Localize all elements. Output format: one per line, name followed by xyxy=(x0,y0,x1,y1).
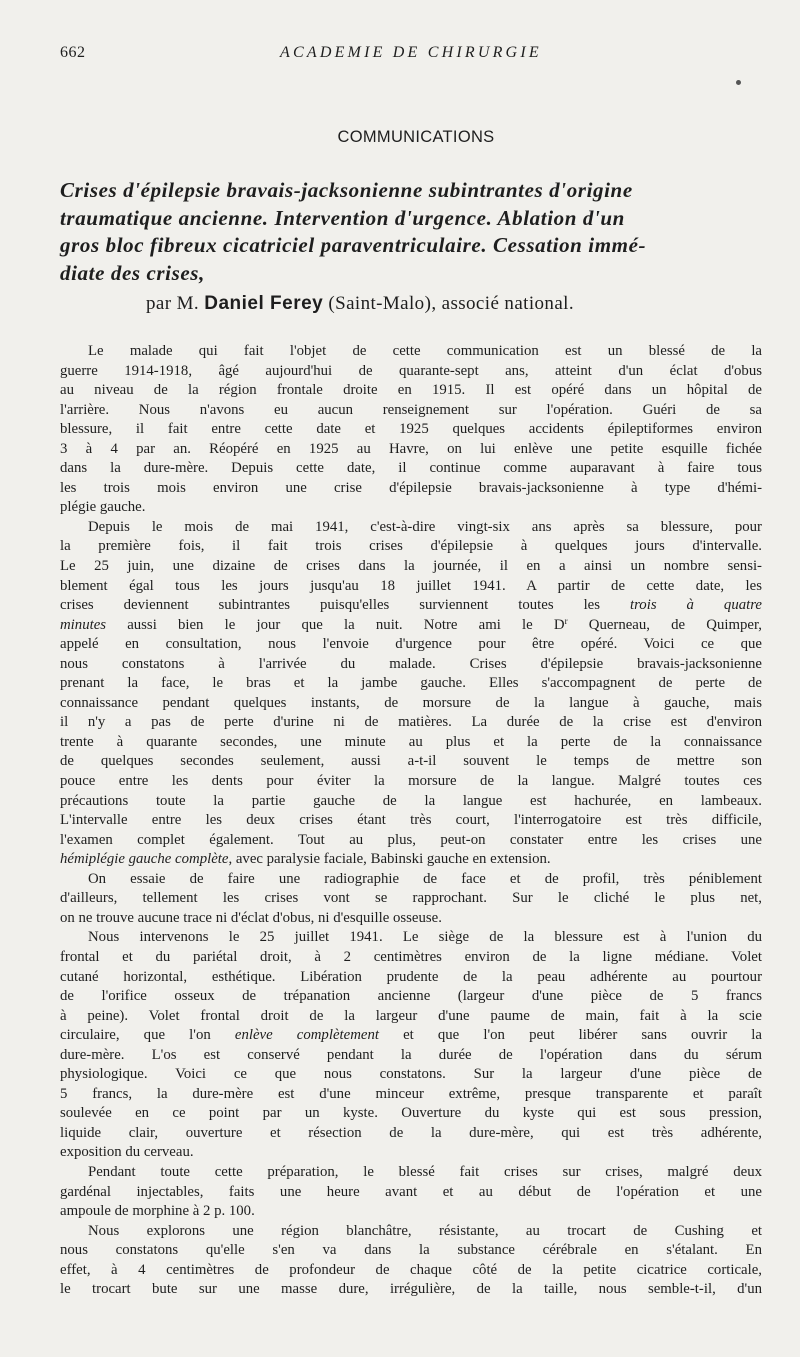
page-number: 662 xyxy=(60,44,86,61)
text-line: On essaie de faire une radiographie de face et de profil, très péniblement xyxy=(88,870,762,887)
text-line: nous constatons qu'elle s'en va dans la substance cérébrale en s'étalant. En xyxy=(60,1242,762,1259)
text-line: effet, à 4 centimètres de profondeur de chaque côté de la petite cicatrice corticale, xyxy=(60,1261,762,1278)
text-line: Nous intervenons le 25 juillet 1941. Le siège de la blessure est à l'union du xyxy=(88,929,762,946)
text-line: il n'y a pas de perte d'urine ni de matières. La durée de la crise est d'environ xyxy=(60,714,762,731)
text-line: liquide clair, ouverture et résection de la dure-mère, qui est très adhérente, xyxy=(60,1124,762,1141)
text-line: appelé en consultation, nous l'envoie d'urgence pour être opéré. Voici ce que xyxy=(60,636,762,653)
text-run: aussi bien le jour que la nuit. Notre ami le D xyxy=(106,616,565,633)
text-line: à peine). Volet frontal droit de la largeur d'une paume de main, fait à la scie xyxy=(60,1007,762,1024)
text-line: nous constatons à l'arrivée du malade. Crises d'épilepsie bravais-jacksonienne xyxy=(60,655,762,672)
text-line: précautions toute la partie gauche de la langue est hachurée, en lambeaux. xyxy=(60,792,762,809)
text-line: Le malade qui fait l'objet de cette communication est un blessé de la xyxy=(88,343,762,359)
text-line: Nous explorons une région blanchâtre, résistante, au trocart de Cushing et xyxy=(88,1222,762,1239)
text-run: Querneau, de Quimper, xyxy=(567,616,762,633)
text-line: l'arrière. Nous n'avons eu aucun renseignement sur l'opération. Guéri de sa xyxy=(60,401,762,418)
text-line: au niveau de la région frontale droite en 1915. Il est opéré dans un hôpital de xyxy=(60,382,762,399)
text-line xyxy=(60,616,762,636)
text-line: connaissance pendant quelques instants, de morsure de la langue à gauche, mais xyxy=(60,694,762,711)
emphasis-text: minutes xyxy=(60,616,107,633)
text-line: 3 à 4 par an. Réopéré en 1925 au Havre, on lui enlève une petite esquille fichée xyxy=(60,440,762,457)
text-line: plégie gauche. xyxy=(60,499,146,516)
print-speck xyxy=(736,80,741,85)
text-line: prenant la face, le bras et la jambe gauche. Elles s'accompagnent de perte de xyxy=(60,675,762,692)
text-run: circulaire, que l'on xyxy=(60,1027,235,1044)
superscript: r xyxy=(564,615,568,626)
text-line: dure-mère. L'os est conservé pendant la durée de l'opération dans du sérum xyxy=(60,1046,762,1063)
running-head xyxy=(60,44,772,68)
text-line xyxy=(60,596,762,616)
text-line xyxy=(60,1026,762,1046)
text-line: L'intervalle entre les deux crises étant très court, l'interrogatoire est très difficile, xyxy=(60,812,762,829)
text-line: le trocart bute sur une masse dure, irrégulière, de la taille, nous semble-t-il, d'un xyxy=(60,1281,762,1298)
text-line: physiologique. Voici ce que nous constatons. Sur la largeur d'une pièce de xyxy=(60,1066,762,1083)
text-line: gardénal injectables, faits une heure avant et au début de l'opération et une xyxy=(60,1183,762,1200)
title-line: traumatique ancienne. Intervention d'urgence. Ablation d'un xyxy=(60,205,625,230)
text-line: trente à quarante secondes, une minute au plus et la perte de la connaissance xyxy=(60,733,762,750)
article-body xyxy=(60,342,762,1300)
byline-affiliation: (Saint-Malo), associé national. xyxy=(323,293,574,314)
text-line: pouce entre les dents pour éviter la morsure de la langue. Malgré toutes ces xyxy=(60,773,762,790)
text-line: blement égal tous les jours jusqu'au 18 juillet 1941. A partir de cette date, les xyxy=(60,577,762,594)
emphasis-text: trois à quatre xyxy=(629,597,762,614)
section-heading: COMMUNICATIONS xyxy=(337,128,495,146)
author-name: Daniel Ferey xyxy=(204,293,324,314)
text-run: et que l'on peut libérer sans ouvrir la xyxy=(378,1027,762,1044)
emphasis-text: enlève complètement xyxy=(234,1027,379,1044)
text-line: cutané horizontal, esthétique. Libération prudente de la peau adhérente au pourtour xyxy=(60,968,762,985)
text-line: 5 francs, la dure-mère est d'une minceur extrême, presque transparente et paraît xyxy=(60,1085,762,1102)
text-line: Depuis le mois de mai 1941, c'est-à-dire vingt-six ans après sa blessure, pour xyxy=(88,518,762,535)
text-line: soulevée en ce point par un kyste. Ouverture du kyste qui est sous pression, xyxy=(60,1105,762,1122)
text-run: , avec paralysie faciale, Babinski gauche en extension. xyxy=(228,851,551,868)
text-line xyxy=(60,850,762,870)
text-line: frontal et du pariétal droit, à 2 centimètres environ de la ligne médiane. Volet xyxy=(60,948,762,965)
text-line: Pendant toute cette préparation, le blessé fait crises sur crises, malgré deux xyxy=(88,1163,762,1180)
text-line: la première fois, il fait trois crises d'épilepsie à quelques jours d'intervalle. xyxy=(60,538,762,555)
article-title xyxy=(60,177,772,287)
text-line: les trois mois environ une crise d'épilepsie bravais-jacksonienne à type d'hémi- xyxy=(60,479,762,496)
title-line: gros bloc fibreux cicatriciel paraventriculaire. Cessation immé- xyxy=(60,233,647,257)
text-line: de l'orifice osseux de trépanation ancienne (largeur d'une pièce de 5 francs xyxy=(60,988,762,1005)
title-line: diate des crises, xyxy=(60,260,205,285)
text-line: l'examen complet également. Tout au plus, peut-on constater entre les crises une xyxy=(60,831,762,848)
text-run: crises deviennent subintrantes puisqu'elles surviennent toutes les xyxy=(60,597,630,614)
byline xyxy=(146,293,574,315)
text-line: de quelques secondes seulement, aussi a-t-il souvent le temps de mettre son xyxy=(60,753,762,770)
text-line: dans la dure-mère. Depuis cette date, il continue comme auparavant à faire tous xyxy=(60,460,762,477)
byline-prefix: par M. xyxy=(146,293,205,314)
text-line: ampoule de morphine à 2 p. 100. xyxy=(60,1203,255,1220)
text-line: blessure, il fait entre cette date et 1925 quelques accidents épileptiformes environ xyxy=(60,421,762,438)
text-line: exposition du cerveau. xyxy=(60,1144,194,1161)
text-line: on ne trouve aucune trace ni d'éclat d'obus, ni d'esquille osseuse. xyxy=(60,909,442,926)
journal-title: ACADEMIE DE CHIRURGIE xyxy=(280,44,542,61)
text-line: Le 25 juin, une dizaine de crises dans la journée, il en a ainsi un nombre sensi- xyxy=(60,558,762,575)
text-line: d'ailleurs, tellement les crises vont se rapprochant. Sur le cliché le plus net, xyxy=(60,890,762,907)
emphasis-text: hémiplégie gauche complète xyxy=(60,851,229,868)
title-line: Crises d'épilepsie bravais-jacksonienne subintrantes d'origine xyxy=(60,178,633,202)
text-line: guerre 1914-1918, âgé aujourd'hui de quarante-sept ans, atteint d'un éclat d'obus xyxy=(60,362,762,379)
